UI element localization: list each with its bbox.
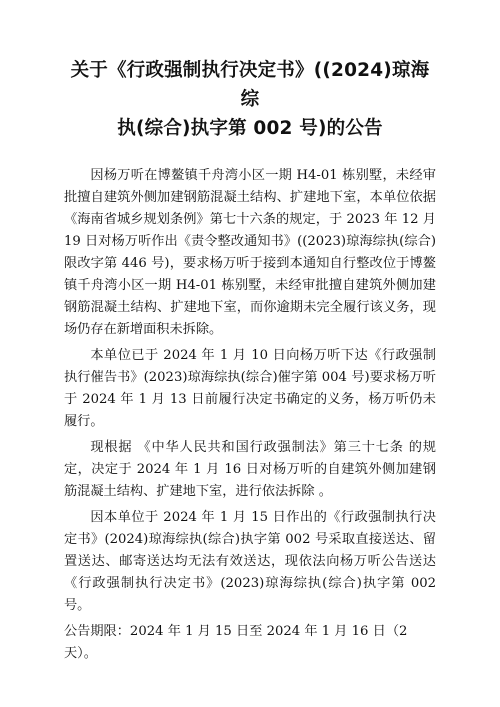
paragraph-1: 因杨万听在博鳌镇千舟湾小区一期 H4-01 栋别墅，未经审批擅自建筑外侧加建钢筋混凝土结构、扩建地下室，本单位依据《海南省城乡规划条例》第七十六条的规定，于 2023 年 12 月 19 日对杨万听作出《责令整改通知书》((2023)琼海综执(综合)限改字第 446 号)，要求杨万听于接到本通知自行整改位于博鳌镇千舟湾小区一期 H4-01 栋别墅，未经审批擅自建筑外侧加建钢筋混凝土结构、扩建地下室，而你逾期未完全履行该义务，现场仍存在新增面积未拆除。: [64, 168, 436, 337]
notice-period: 公告期限：2024 年 1 月 15 日至 2024 年 1 月 16 日（2 天）。: [64, 624, 408, 661]
paragraph-3: 现根据 《中华人民共和国行政强制法》第三十七条 的规定，决定于 2024 年 1 月 16 日对杨万听的自建筑外侧加建钢筋混凝土结构、扩建地下室，进行依法拆除 。: [64, 440, 436, 499]
paragraph-4: 因本单位于 2024 年 1 月 15 日作出的《行政强制执行决定书》(2024)琼海综执(综合)执字第 002 号采取直接送达、留置送达、邮寄送达均无法有效送达，现依法向杨万听公告送达《行政强制执行决定书》(2023)琼海综执(综合)执字第 002 号。: [64, 510, 436, 613]
paragraph-2: 本单位已于 2024 年 1 月 10 日向杨万听下达《行政强制执行催告书》(2023)琼海综执(综合)催字第 004 号)要求杨万听于 2024 年 1 月 13 日前履行决定书确定的义务，杨万听仍未履行。: [64, 348, 436, 429]
title-line-2: 执(综合)执字第 002 号)的公告: [117, 118, 383, 139]
title-line-1: 关于《行政强制执行决定书》((2024)琼海综: [70, 60, 430, 110]
document-title: [64, 56, 436, 143]
